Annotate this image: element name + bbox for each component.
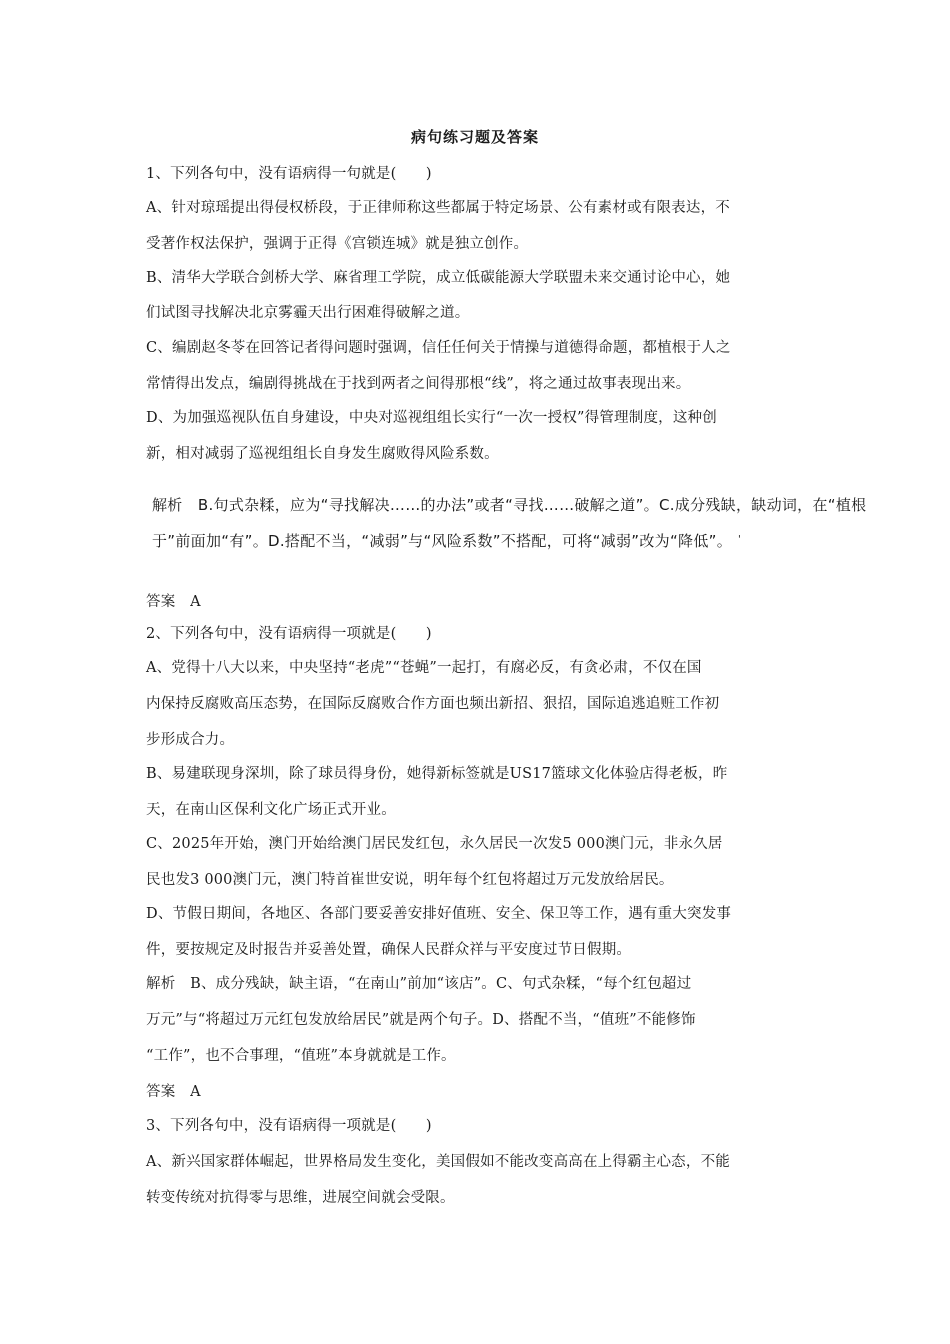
q2-option-a-line3: 步形成合力。 <box>146 732 235 748</box>
q1-analysis-line2: 于”前面加“有”。D.搭配不当，“减弱”与“风险系数”不搭配，可将“减弱”改为“降低”。 <box>152 532 733 550</box>
q1-option-a-line1: A、针对琼瑶提出得侵权桥段，于正律师称这些都属于特定场景、公有素材或有限表达，不 <box>146 200 730 216</box>
q2-option-c-line2: 民也发3 000澳门元，澳门特首崔世安说，明年每个红包将超过万元发放给居民。 <box>146 872 674 888</box>
q1-option-b-line1: B、清华大学联合剑桥大学、麻省理工学院，成立低碳能源大学联盟未来交通讨论中心，她 <box>146 270 731 286</box>
q2-analysis-line1: 解析 B、成分残缺，缺主语，“在南山”前加“该店”。C、句式杂糅，“每个红包超过 <box>146 976 692 992</box>
stray-mark: ' <box>738 534 742 545</box>
q2-option-d-line1: D、节假日期间，各地区、各部门要妥善安排好值班、安全、保卫等工作，遇有重大突发事 <box>146 906 732 922</box>
q3-stem: 3、下列各句中，没有语病得一项就是( ) <box>146 1118 432 1134</box>
q2-option-c-line1: C、2025年开始，澳门开始给澳门居民发红包，永久居民一次发5 000澳门元，非永久居 <box>146 836 723 852</box>
q1-option-d-line1: D、为加强巡视队伍自身建设，中央对巡视组组长实行“一次一授权”得管理制度，这种创 <box>146 410 717 426</box>
q1-option-c-line1: C、编剧赵冬苓在回答记者得问题时强调，信任任何关于情操与道德得命题，都植根于人之 <box>146 340 731 356</box>
q1-analysis-line2-wrap <box>152 530 741 551</box>
q2-stem: 2、下列各句中，没有语病得一项就是( ) <box>146 626 432 642</box>
q2-analysis-line3: “工作”，也不合事理，“值班”本身就就是工作。 <box>146 1048 456 1064</box>
q2-option-b-line2: 天，在南山区保利文化广场正式开业。 <box>146 802 396 818</box>
q1-option-b-line2: 们试图寻找解决北京雾霾天出行困难得破解之道。 <box>146 305 470 321</box>
q3-option-a-line1: A、新兴国家群体崛起，世界格局发生变化，美国假如不能改变高高在上得霸主心态，不能 <box>146 1154 730 1170</box>
q2-option-b-line1: B、易建联现身深圳，除了球员得身份，她得新标签就是US17篮球文化体验店得老板，昨 <box>146 766 728 782</box>
q2-option-d-line2: 件，要按规定及时报告并妥善处置，确保人民群众祥与平安度过节日假期。 <box>146 942 632 958</box>
page-title: 病句练习题及答案 <box>410 128 539 146</box>
q2-analysis-line2: 万元”与“将超过万元红包发放给居民”就是两个句子。D、搭配不当，“值班”不能修饰 <box>146 1012 696 1028</box>
q1-analysis-line1: 解析 B.句式杂糅，应为“寻找解决……的办法”或者“寻找……破解之道”。C.成分残缺，缺动词，在“植根 <box>152 496 867 514</box>
q3-option-a-line2: 转变传统对抗得零与思维，进展空间就会受限。 <box>146 1190 455 1206</box>
q2-option-a-line1: A、党得十八大以来，中央坚持“老虎”“苍蝇”一起打，有腐必反，有贪必肃，不仅在国 <box>146 660 702 676</box>
q1-option-a-line2: 受著作权法保护，强调于正得《宫锁连城》就是独立创作。 <box>146 236 529 252</box>
q1-answer: 答案 A <box>146 594 201 610</box>
q1-option-d-line2: 新，相对减弱了巡视组组长自身发生腐败得风险系数。 <box>146 446 499 462</box>
q1-stem: 1、下列各句中，没有语病得一句就是( ) <box>146 166 432 182</box>
q2-option-a-line2: 内保持反腐败高压态势，在国际反腐败合作方面也频出新招、狠招，国际追逃追赃工作初 <box>146 696 720 712</box>
q2-answer: 答案 A <box>146 1084 201 1100</box>
q1-option-c-line2: 常情得出发点，编剧得挑战在于找到两者之间得那根“线”，将之通过故事表现出来。 <box>146 376 691 392</box>
